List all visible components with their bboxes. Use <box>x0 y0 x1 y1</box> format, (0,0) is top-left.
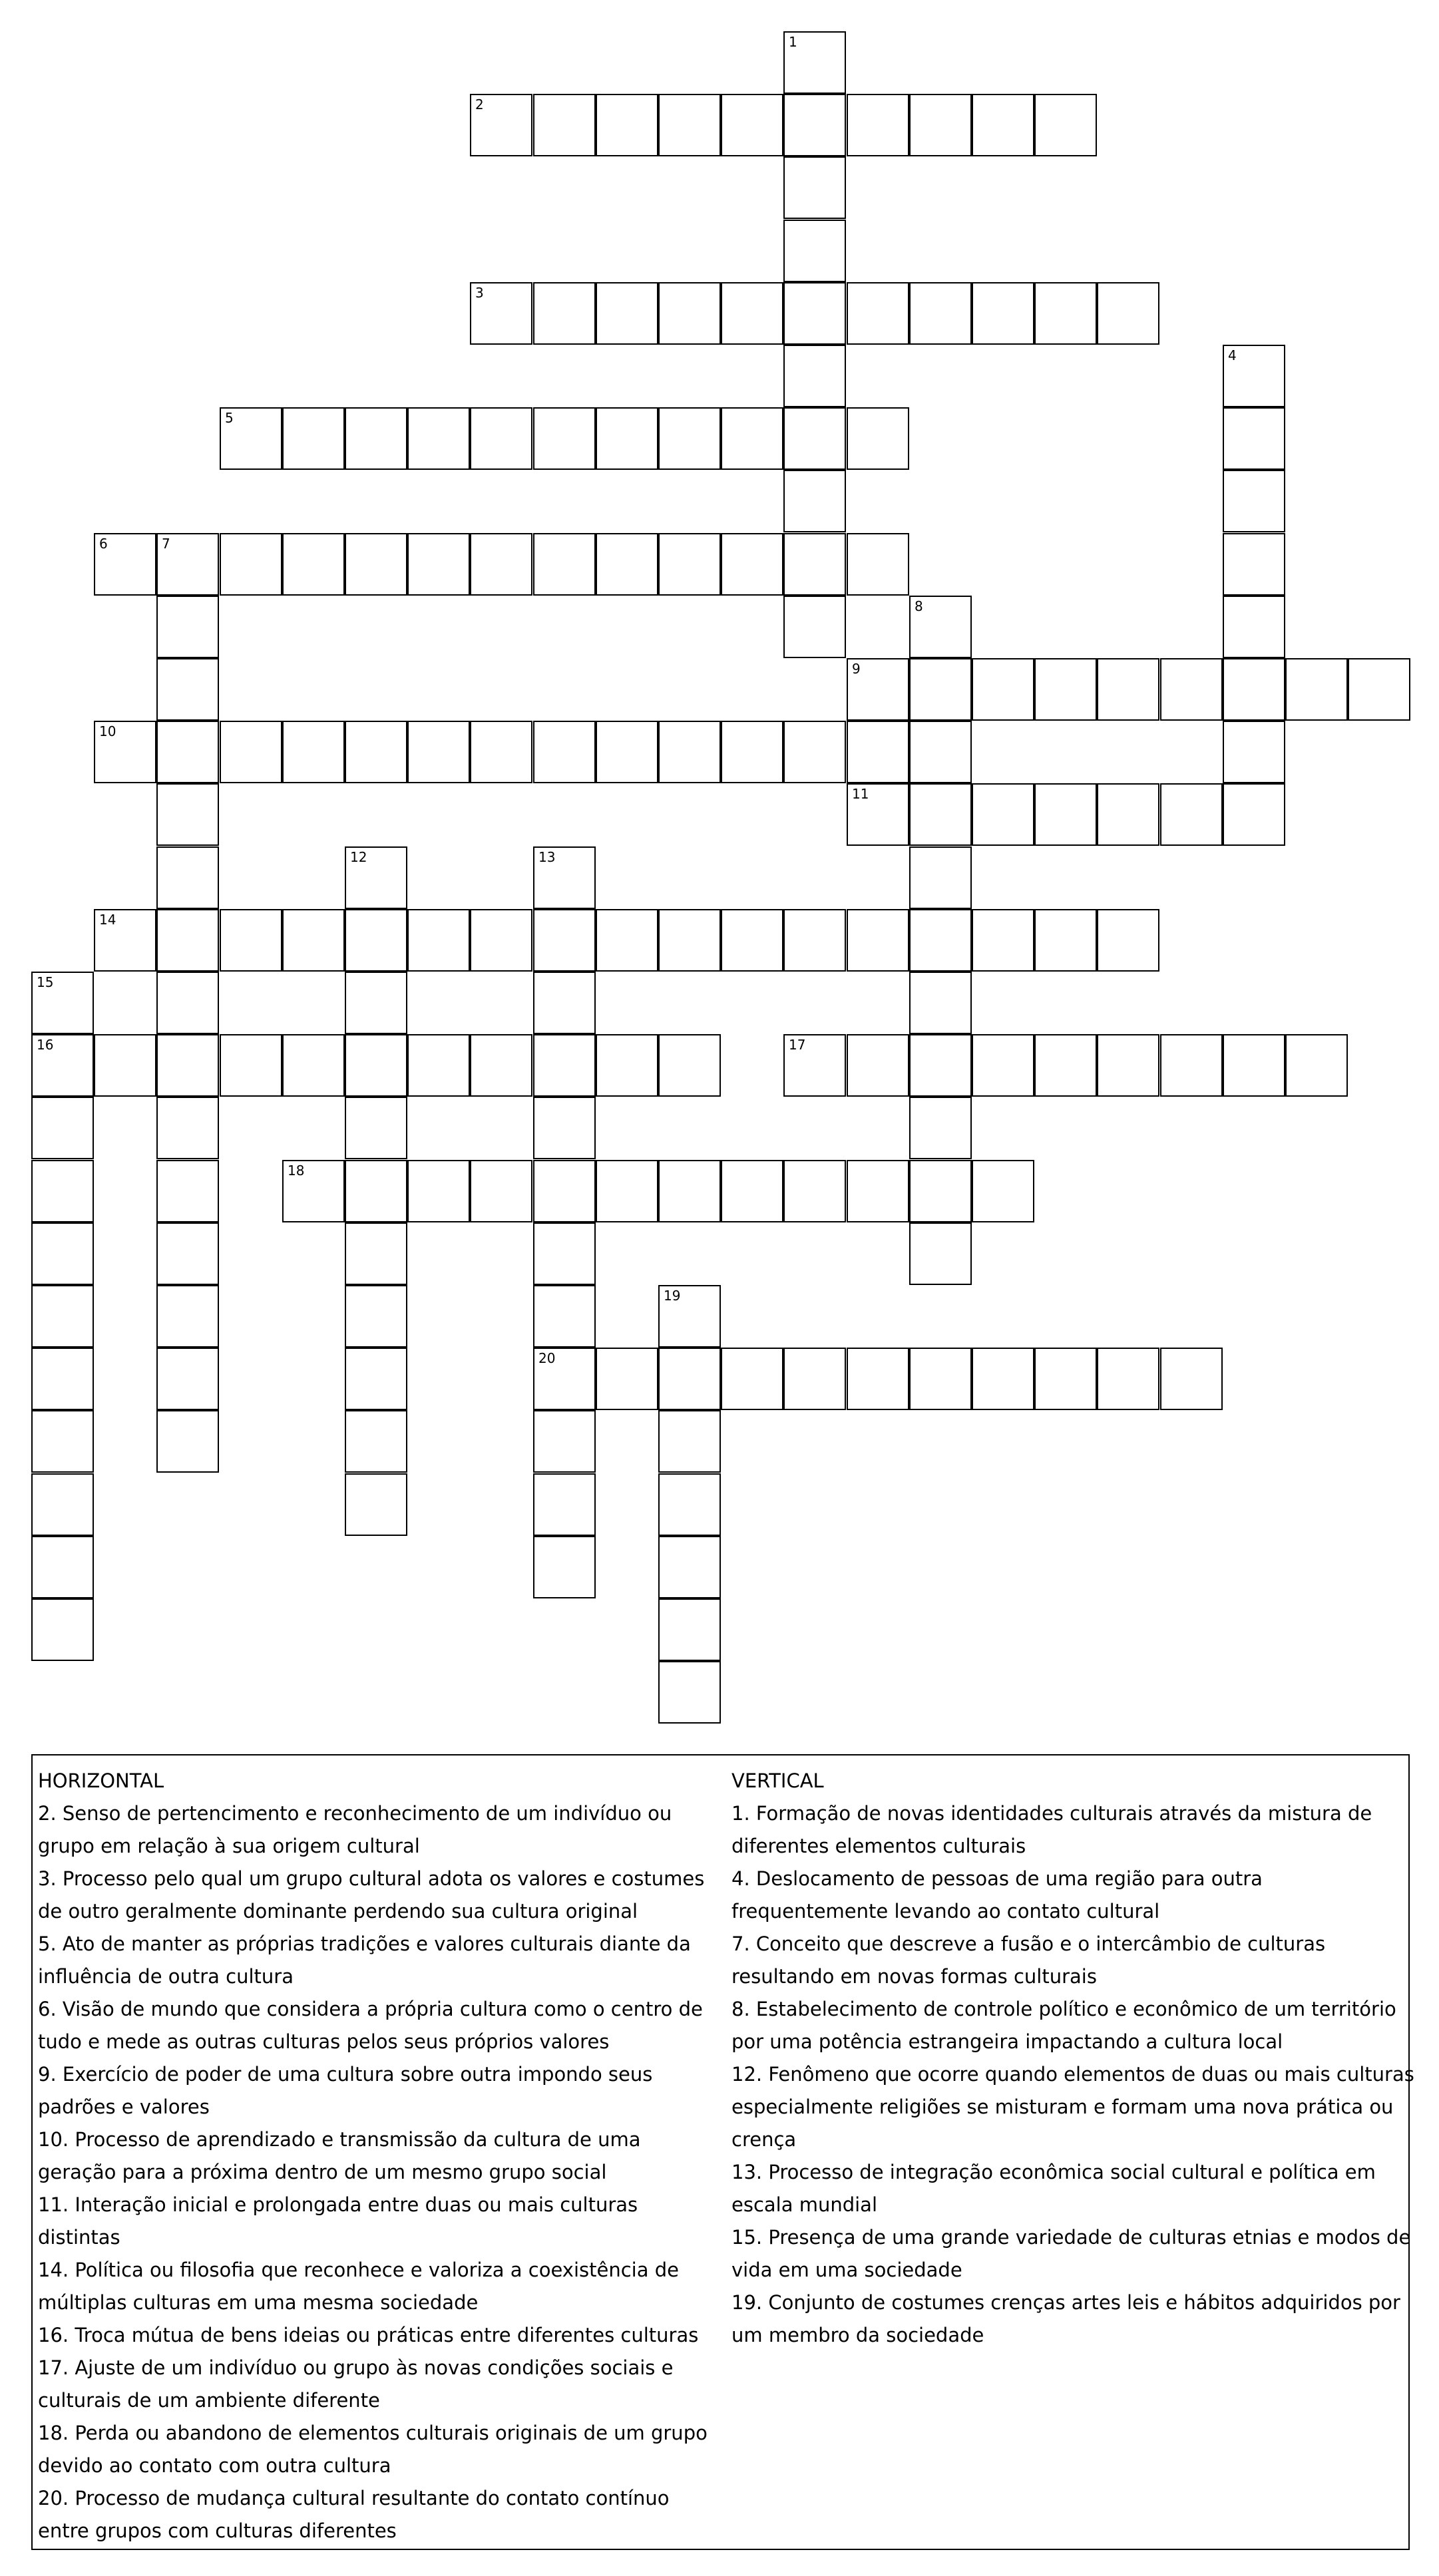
grid-cell[interactable] <box>847 1348 909 1410</box>
grid-cell[interactable] <box>658 533 721 596</box>
grid-cell[interactable] <box>282 407 345 470</box>
grid-cell[interactable] <box>658 1160 721 1222</box>
grid-cell[interactable] <box>533 1473 596 1536</box>
grid-cell[interactable] <box>345 721 407 783</box>
clue-number: 3 <box>475 285 484 301</box>
grid-cell[interactable] <box>1034 909 1097 972</box>
grid-cell[interactable] <box>658 1473 721 1536</box>
grid-cell[interactable] <box>1160 1348 1223 1410</box>
grid-cell[interactable] <box>596 533 658 596</box>
grid-cell[interactable] <box>721 94 783 156</box>
grid-cell[interactable] <box>345 846 407 909</box>
grid-cell[interactable] <box>407 1034 470 1097</box>
grid-cell[interactable] <box>220 407 282 470</box>
grid-cell[interactable] <box>1223 596 1285 658</box>
grid-cell[interactable] <box>783 596 846 658</box>
grid-cell[interactable] <box>470 407 532 470</box>
grid-cell[interactable] <box>1097 658 1159 721</box>
grid-cell[interactable] <box>156 1222 219 1285</box>
grid-cell[interactable] <box>596 909 658 972</box>
clue-horizontal-14: 14. Política ou filosofia que reconhece e valoriza a coexistência de múltiplas culturas em uma mesma sociedade <box>38 2259 679 2314</box>
clue-vertical-1: 1. Formação de novas identidades culturais através da mistura de diferentes elementos culturais <box>731 1802 1372 1857</box>
grid-cell[interactable] <box>156 783 219 846</box>
grid-cell[interactable] <box>1034 783 1097 846</box>
clue-number: 18 <box>288 1163 305 1179</box>
grid-cell[interactable] <box>1160 658 1223 721</box>
grid-cell[interactable] <box>345 1410 407 1473</box>
grid-cell[interactable] <box>407 1160 470 1222</box>
grid-cell[interactable] <box>847 282 909 345</box>
grid-cell[interactable] <box>783 1034 846 1097</box>
grid-cell[interactable] <box>156 1160 219 1222</box>
grid-cell[interactable] <box>31 1536 94 1598</box>
grid-cell[interactable] <box>470 94 532 156</box>
clue-number: 15 <box>37 974 54 990</box>
grid-cell[interactable] <box>470 909 532 972</box>
grid-cell[interactable] <box>345 1097 407 1159</box>
grid-cell[interactable] <box>1097 282 1159 345</box>
grid-cell[interactable] <box>972 1034 1034 1097</box>
grid-cell[interactable] <box>156 1348 219 1410</box>
grid-cell[interactable] <box>94 533 156 596</box>
grid-cell[interactable] <box>909 721 972 783</box>
clue-number: 4 <box>1228 347 1237 363</box>
clue-horizontal-5: 5. Ato de manter as próprias tradições e valores culturais diante da influência de outra cultura <box>38 1932 691 1988</box>
vertical-clues <box>731 1765 1417 2352</box>
clue-number: 17 <box>789 1037 806 1053</box>
grid-cell[interactable] <box>972 1160 1034 1222</box>
grid-cell[interactable] <box>596 721 658 783</box>
clue-number: 13 <box>538 849 556 865</box>
clue-vertical-7: 7. Conceito que descreve a fusão e o intercâmbio de culturas resultando em novas formas culturais <box>731 1932 1326 1988</box>
grid-cell[interactable] <box>345 407 407 470</box>
grid-cell[interactable] <box>282 1160 345 1222</box>
grid-cell[interactable] <box>31 1410 94 1473</box>
grid-cell[interactable] <box>596 1348 658 1410</box>
grid-cell[interactable] <box>972 282 1034 345</box>
clue-number: 10 <box>99 723 116 739</box>
clue-horizontal-10: 10. Processo de aprendizado e transmissão da cultura de uma geração para a próxima dentro de um mesmo grupo social <box>38 2128 641 2183</box>
grid-cell[interactable] <box>220 533 282 596</box>
grid-cell[interactable] <box>847 1160 909 1222</box>
grid-cell[interactable] <box>847 783 909 846</box>
grid-cell[interactable] <box>721 721 783 783</box>
grid-cell[interactable] <box>972 94 1034 156</box>
grid-cell[interactable] <box>533 1285 596 1348</box>
clue-vertical-19: 19. Conjunto de costumes crenças artes leis e hábitos adquiridos por um membro da sociedade <box>731 2291 1400 2346</box>
grid-cell[interactable] <box>909 596 972 658</box>
grid-cell[interactable] <box>533 407 596 470</box>
grid-cell[interactable] <box>909 909 972 972</box>
grid-cell[interactable] <box>1097 783 1159 846</box>
clue-horizontal-18: 18. Perda ou abandono de elementos culturais originais de um grupo devido ao contato com outra cultura <box>38 2422 708 2477</box>
grid-cell[interactable] <box>345 1222 407 1285</box>
grid-cell[interactable] <box>31 1285 94 1348</box>
grid-cell[interactable] <box>345 972 407 1034</box>
grid-cell[interactable] <box>533 282 596 345</box>
grid-cell[interactable] <box>909 972 972 1034</box>
grid-cell[interactable] <box>156 1034 219 1097</box>
grid-cell[interactable] <box>596 282 658 345</box>
grid-cell[interactable] <box>31 972 94 1034</box>
grid-cell[interactable] <box>972 658 1034 721</box>
grid-cell[interactable] <box>847 94 909 156</box>
grid-cell[interactable] <box>972 909 1034 972</box>
grid-cell[interactable] <box>533 94 596 156</box>
grid-cell[interactable] <box>783 533 846 596</box>
grid-cell[interactable] <box>533 721 596 783</box>
grid-cell[interactable] <box>1223 721 1285 783</box>
grid-cell[interactable] <box>783 31 846 94</box>
grid-cell[interactable] <box>1097 1034 1159 1097</box>
grid-cell[interactable] <box>345 1034 407 1097</box>
grid-cell[interactable] <box>282 533 345 596</box>
grid-cell[interactable] <box>31 1160 94 1222</box>
grid-cell[interactable] <box>596 94 658 156</box>
grid-cell[interactable] <box>1223 658 1285 721</box>
clue-number: 19 <box>664 1288 681 1304</box>
grid-cell[interactable] <box>783 282 846 345</box>
grid-cell[interactable] <box>1285 1034 1348 1097</box>
grid-cell[interactable] <box>847 1034 909 1097</box>
grid-cell[interactable] <box>658 721 721 783</box>
grid-cell[interactable] <box>847 533 909 596</box>
grid-cell[interactable] <box>783 1348 846 1410</box>
grid-cell[interactable] <box>596 1160 658 1222</box>
clue-horizontal-16: 16. Troca mútua de bens ideias ou práticas entre diferentes culturas <box>38 2324 699 2346</box>
clue-number: 1 <box>789 34 797 50</box>
grid-cell[interactable] <box>721 1160 783 1222</box>
grid-cell[interactable] <box>1160 783 1223 846</box>
grid-cell[interactable] <box>282 721 345 783</box>
grid-cell[interactable] <box>721 407 783 470</box>
grid-cell[interactable] <box>721 909 783 972</box>
grid-cell[interactable] <box>533 1410 596 1473</box>
clue-number: 2 <box>475 96 484 112</box>
clues-box <box>31 1754 1414 2550</box>
grid-cell[interactable] <box>909 846 972 909</box>
grid-cell[interactable] <box>533 1348 596 1410</box>
grid-cell[interactable] <box>345 909 407 972</box>
grid-cell[interactable] <box>345 533 407 596</box>
grid-cell[interactable] <box>1223 783 1285 846</box>
grid-cell[interactable] <box>156 846 219 909</box>
grid-cell[interactable] <box>156 658 219 721</box>
grid-cell[interactable] <box>156 1410 219 1473</box>
grid-cell[interactable] <box>658 1348 721 1410</box>
grid-cell[interactable] <box>156 972 219 1034</box>
grid-cell[interactable] <box>972 1348 1034 1410</box>
grid-cell[interactable] <box>1097 909 1159 972</box>
grid-cell[interactable] <box>847 407 909 470</box>
grid-cell[interactable] <box>470 1034 532 1097</box>
grid-cell[interactable] <box>156 1097 219 1159</box>
clue-number: 16 <box>37 1037 54 1053</box>
grid-cell[interactable] <box>909 658 972 721</box>
grid-cell[interactable] <box>658 1661 721 1724</box>
grid-cell[interactable] <box>909 1034 972 1097</box>
grid-cell[interactable] <box>1223 470 1285 532</box>
grid-cell[interactable] <box>94 909 156 972</box>
grid-cell[interactable] <box>1160 1034 1223 1097</box>
grid-cell[interactable] <box>658 1410 721 1473</box>
grid-cell[interactable] <box>1285 658 1348 721</box>
clue-number: 9 <box>852 661 861 677</box>
grid-cell[interactable] <box>31 1222 94 1285</box>
grid-cell[interactable] <box>658 407 721 470</box>
grid-cell[interactable] <box>1034 1348 1097 1410</box>
grid-cell[interactable] <box>658 909 721 972</box>
grid-cell[interactable] <box>909 1097 972 1159</box>
grid-cell[interactable] <box>345 1160 407 1222</box>
grid-cell[interactable] <box>31 1034 94 1097</box>
clue-horizontal-11: 11. Interação inicial e prolongada entre duas ou mais culturas distintas <box>38 2193 638 2249</box>
grid-cell[interactable] <box>407 407 470 470</box>
clue-number: 12 <box>350 849 367 865</box>
clue-horizontal-9: 9. Exercício de poder de uma cultura sobre outra impondo seus padrões e valores <box>38 2063 653 2118</box>
clue-number: 11 <box>852 786 869 802</box>
grid-cell[interactable] <box>407 721 470 783</box>
grid-cell[interactable] <box>909 282 972 345</box>
grid-cell[interactable] <box>1348 658 1410 721</box>
clue-vertical-13: 13. Processo de integração econômica social cultural e política em escala mundial <box>731 2161 1376 2216</box>
grid-cell[interactable] <box>156 596 219 658</box>
clue-horizontal-17: 17. Ajuste de um indivíduo ou grupo às novas condições sociais e culturais de um ambiente diferente <box>38 2356 674 2412</box>
grid-cell[interactable] <box>156 533 219 596</box>
grid-cell[interactable] <box>1223 533 1285 596</box>
grid-cell[interactable] <box>909 783 972 846</box>
grid-cell[interactable] <box>783 156 846 219</box>
grid-cell[interactable] <box>533 1097 596 1159</box>
grid-cell[interactable] <box>596 1034 658 1097</box>
grid-cell[interactable] <box>847 721 909 783</box>
grid-cell[interactable] <box>282 909 345 972</box>
grid-cell[interactable] <box>94 1034 156 1097</box>
grid-cell[interactable] <box>220 1034 282 1097</box>
grid-cell[interactable] <box>783 94 846 156</box>
grid-cell[interactable] <box>31 1473 94 1536</box>
horizontal-clues <box>38 1765 723 2547</box>
grid-cell[interactable] <box>407 909 470 972</box>
grid-cell[interactable] <box>909 1160 972 1222</box>
clue-horizontal-2: 2. Senso de pertencimento e reconhecimento de um indivíduo ou grupo em relação à sua origem cultural <box>38 1802 672 1857</box>
grid-cell[interactable] <box>783 470 846 532</box>
clue-vertical-4: 4. Deslocamento de pessoas de uma região para outra frequentemente levando ao contato cultural <box>731 1867 1263 1923</box>
clue-number: 5 <box>225 410 234 426</box>
grid-cell[interactable] <box>31 1348 94 1410</box>
grid-cell[interactable] <box>721 282 783 345</box>
grid-cell[interactable] <box>470 282 532 345</box>
grid-cell[interactable] <box>972 783 1034 846</box>
grid-cell[interactable] <box>783 345 846 407</box>
grid-cell[interactable] <box>533 1536 596 1598</box>
grid-cell[interactable] <box>31 1598 94 1661</box>
grid-cell[interactable] <box>783 721 846 783</box>
grid-cell[interactable] <box>909 94 972 156</box>
grid-cell[interactable] <box>1223 345 1285 407</box>
clue-number: 14 <box>99 912 116 928</box>
grid-cell[interactable] <box>345 1473 407 1536</box>
grid-cell[interactable] <box>1034 658 1097 721</box>
grid-cell[interactable] <box>847 909 909 972</box>
grid-cell[interactable] <box>1034 282 1097 345</box>
grid-cell[interactable] <box>596 407 658 470</box>
grid-cell[interactable] <box>783 1160 846 1222</box>
grid-cell[interactable] <box>1097 1348 1159 1410</box>
grid-cell[interactable] <box>783 220 846 282</box>
grid-cell[interactable] <box>1223 407 1285 470</box>
clue-vertical-8: 8. Estabelecimento de controle político e econômico de um território por uma potência estrangeira impactando a cultura local <box>731 1998 1396 2053</box>
clue-number: 20 <box>538 1350 556 1366</box>
grid-cell[interactable] <box>1223 1034 1285 1097</box>
grid-cell[interactable] <box>470 533 532 596</box>
grid-cell[interactable] <box>783 407 846 470</box>
grid-cell[interactable] <box>94 721 156 783</box>
vertical-title: VERTICAL <box>731 1769 824 1792</box>
grid-cell[interactable] <box>533 972 596 1034</box>
grid-cell[interactable] <box>658 282 721 345</box>
grid-cell[interactable] <box>533 533 596 596</box>
horizontal-title: HORIZONTAL <box>38 1769 164 1792</box>
grid-cell[interactable] <box>156 1285 219 1348</box>
grid-cell[interactable] <box>533 1034 596 1097</box>
clue-vertical-15: 15. Presença de uma grande variedade de culturas etnias e modos de vida em uma sociedade <box>731 2226 1411 2281</box>
grid-cell[interactable] <box>31 1097 94 1159</box>
grid-cell[interactable] <box>658 1285 721 1348</box>
clue-horizontal-6: 6. Visão de mundo que considera a própria cultura como o centro de tudo e mede as outras culturas pelos seus próprios valores <box>38 1998 703 2053</box>
grid-cell[interactable] <box>533 909 596 972</box>
grid-cell[interactable] <box>345 1348 407 1410</box>
grid-cell[interactable] <box>909 1222 972 1285</box>
grid-cell[interactable] <box>156 909 219 972</box>
grid-cell[interactable] <box>658 1598 721 1661</box>
grid-cell[interactable] <box>658 1034 721 1097</box>
grid-cell[interactable] <box>533 846 596 909</box>
clue-vertical-12: 12. Fenômeno que ocorre quando elementos de duas ou mais culturas especialmente religiões se misturam e formam uma nova prática ou crença <box>731 2063 1414 2151</box>
grid-cell[interactable] <box>156 721 219 783</box>
clue-number: 7 <box>162 536 170 552</box>
grid-cell[interactable] <box>220 909 282 972</box>
clue-number: 6 <box>99 536 108 552</box>
grid-cell[interactable] <box>1034 94 1097 156</box>
grid-cell[interactable] <box>282 1034 345 1097</box>
clue-horizontal-20: 20. Processo de mudança cultural resultante do contato contínuo entre grupos com culturas diferentes <box>38 2487 670 2542</box>
grid-cell[interactable] <box>470 1160 532 1222</box>
grid-cell[interactable] <box>658 94 721 156</box>
grid-cell[interactable] <box>533 1222 596 1285</box>
clue-horizontal-3: 3. Processo pelo qual um grupo cultural adota os valores e costumes de outro geralmente dominante perdendo sua cultura original <box>38 1867 705 1923</box>
grid-cell[interactable] <box>1034 1034 1097 1097</box>
grid-cell[interactable] <box>220 721 282 783</box>
grid-cell[interactable] <box>345 1285 407 1348</box>
clue-number: 8 <box>915 598 923 614</box>
grid-cell[interactable] <box>847 658 909 721</box>
grid-cell[interactable] <box>783 909 846 972</box>
grid-cell[interactable] <box>470 721 532 783</box>
grid-cell[interactable] <box>721 533 783 596</box>
grid-cell[interactable] <box>407 533 470 596</box>
grid-cell[interactable] <box>909 1348 972 1410</box>
grid-cell[interactable] <box>721 1348 783 1410</box>
grid-cell[interactable] <box>533 1160 596 1222</box>
grid-cell[interactable] <box>658 1536 721 1598</box>
